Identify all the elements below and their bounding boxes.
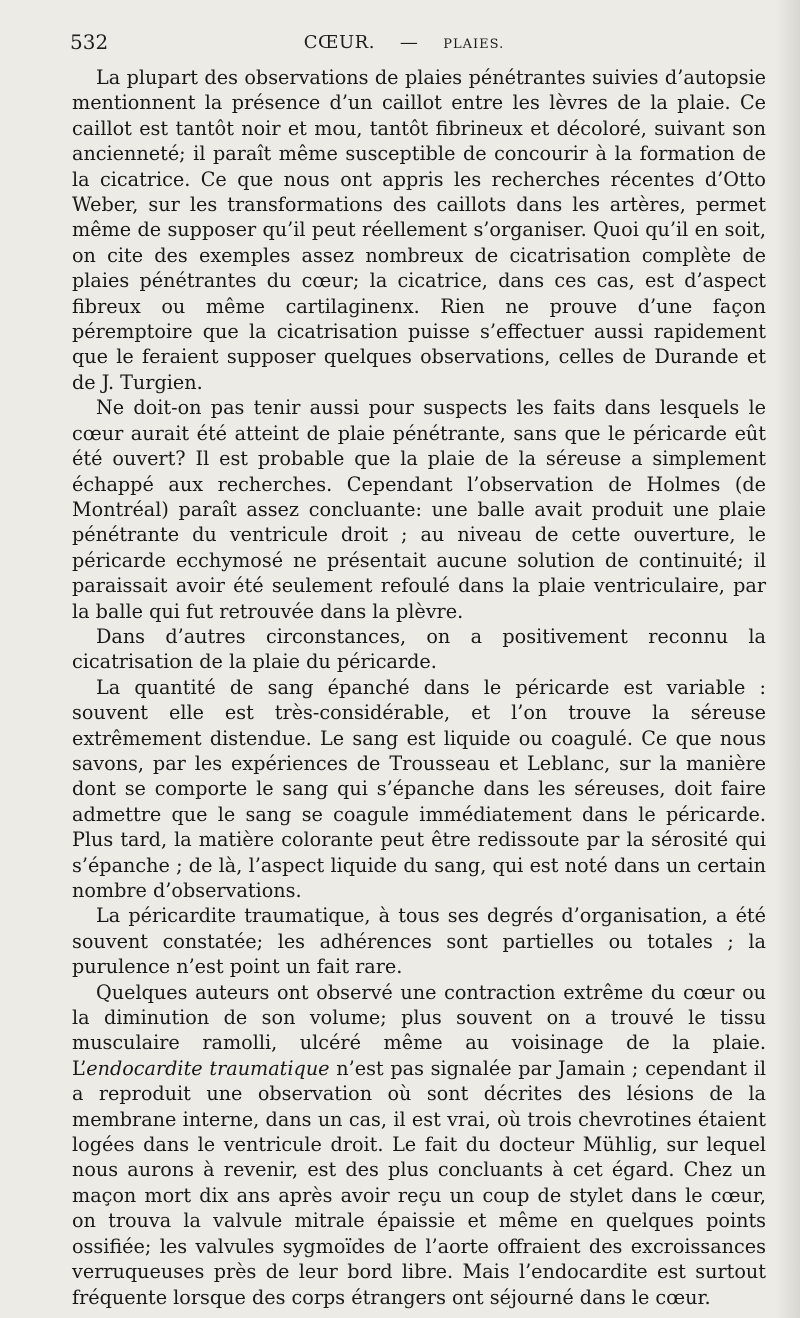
running-head-separator: — [399, 32, 419, 53]
paragraph: La quantité de sang épanché dans le péricarde est variable : souvent elle est très-considérable, et l’on trouve la séreuse extrêmement distendue. Le sang est liquide ou coagulé. Ce que nous savons, par les expériences de Trousseau et Leblanc, sur la manière dont se comporte le sang qui s’épanche dans les séreuses, doit faire admettre que le sang se coagule immédiatement dans le péricarde. Plus tard, la matière colorante peut être redissoute par la sérosité qui s’épanche ; de là, l’aspect liquide du sang, qui est noté dans un certain nombre d’observations. [72, 675, 766, 902]
running-head-title: CŒUR. [303, 32, 375, 53]
page-number: 532 [70, 30, 109, 54]
page-edge-shadow [776, 0, 800, 1318]
italic-term: endocardite traumatique [86, 1056, 330, 1080]
paragraph: La péricardite traumatique, à tous ses degrés d’organisation, a été souvent constatée; les adhérences sont partielles ou totales ; la purulence n’est point un fait rare. [72, 904, 766, 979]
paragraph: Dans d’autres circonstances, on a positivement reconnu la cicatrisation de la plaie du péricarde. [72, 624, 766, 674]
paragraph: Ne doit-on pas tenir aussi pour suspects les faits dans lesquels le cœur aurait été atteint de plaie pénétrante, sans que le péricarde eût été ouvert? Il est probable que la plaie de la séreuse a simplement échappé aux recherches. Cependant l’observation de Holmes (de Montréal) paraît assez concluante: une balle avait produit une plaie pénétrante du ventricule droit ; au niveau de cette ouverture, le péricarde ecchymosé ne présentait aucune solution de continuité; il paraissait avoir été seulement refoulé dans la plaie ventriculaire, par la balle qui fut retrouvée dans la plèvre. [72, 396, 766, 623]
page-header [70, 30, 738, 60]
paragraph [72, 980, 766, 1310]
running-head [70, 32, 738, 53]
paragraph-text-end: n’est pas signalée par Jamain ; cependant il a reproduit une observation où sont décrites des lésions de la membrane interne, dans un cas, il est vrai, où trois chevrotines étaient logées dans le ventricule droit. Le fait du docteur Mühlig, sur lequel nous aurons à revenir, est des plus concluants à cet égard. Chez un maçon mort dix ans après avoir reçu un coup de stylet dans le cœur, on trouva la valvule mitrale épaissie et même en quelques points ossifiée; les valvules sygmoïdes de l’aorte offraient des excroissances verruqueuses près de leur bord libre. Mais l’endocardite est surtout fréquente lorsque des corps étrangers ont séjourné dans le cœur. [72, 1056, 766, 1309]
paragraph: La plupart des observations de plaies pénétrantes suivies d’autopsie mentionnent la présence d’un caillot entre les lèvres de la plaie. Ce caillot est tantôt noir et mou, tantôt fibrineux et décoloré, suivant son ancienneté; il paraît même susceptible de concourir à la formation de la cicatrice. Ce que nous ont appris les recherches récentes d’Otto Weber, sur les transformations des caillots dans les artères, permet même de supposer qu’il peut réellement s’organiser. Quoi qu’il en soit, on cite des exemples assez nombreux de cicatrisation complète de plaies pénétrantes du cœur; la cicatrice, dans ces cas, est d’aspect fibreux ou même cartilaginenx. Rien ne prouve d’une façon péremptoire que la cicatrisation puisse s’effectuer aussi rapidement que le feraient supposer quelques observations, celles de Durande et de J. Turgien. [72, 66, 766, 394]
running-head-subtitle: PLAIES. [443, 37, 505, 52]
body-text [72, 65, 766, 1310]
paragraph-text-start: Quelques auteurs ont observé une contraction extrême du cœur ou la diminution de son volume; plus souvent on a trouvé le tissu musculaire ramolli, ulcéré même au voisinage de la plaie. L’ [72, 980, 766, 1080]
